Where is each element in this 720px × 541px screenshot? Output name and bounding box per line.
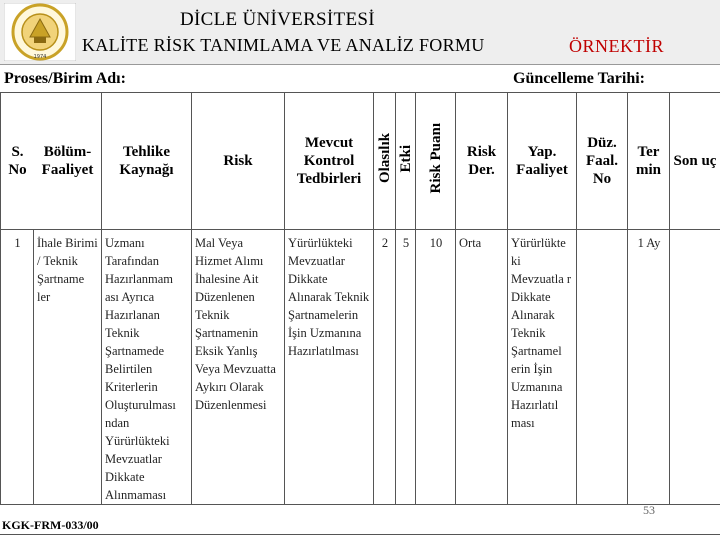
cell-sonuc xyxy=(670,230,720,505)
info-row xyxy=(0,64,720,93)
header-mevcut: Mevcut Kontrol Tedbirleri xyxy=(285,93,374,230)
university-name: DİCLE ÜNİVERSİTESİ xyxy=(180,9,480,31)
cell-risk-puani: 10 xyxy=(416,230,456,505)
form-header xyxy=(0,0,720,65)
cell-tehlike: Uzmanı Tarafından Hazırlanmam ası Ayrıca Hazırlanan Teknik Şartnamede Belirtilen Kriterlerin Oluşturulması ndan Yürürlükteki Mevzuatlar Dikkate Alınmaması xyxy=(102,230,192,505)
header-sno: S. No xyxy=(1,143,34,179)
cell-sno: 1 xyxy=(1,230,34,505)
cell-yap-faaliyet: Yürürlükte ki Mevzuatla r Dikkate Alınarak Teknik Şartnamel erin İşin Uzmanına Hazırlatıl ması xyxy=(508,230,577,505)
header-risk-der: Risk Der. xyxy=(456,93,508,230)
update-date-label: Güncelleme Tarihi: xyxy=(513,70,645,88)
header-tehlike: Tehlike Kaynağı xyxy=(102,93,192,230)
cell-olasilik: 2 xyxy=(374,230,396,505)
header-duz-faal: Düz. Faal. No xyxy=(577,93,628,230)
header-risk: Risk xyxy=(192,93,285,230)
cell-duz-faal xyxy=(577,230,628,505)
header-sno-bolum xyxy=(1,93,102,230)
process-label: Proses/Birim Adı: xyxy=(4,70,126,88)
cell-risk-der: Orta xyxy=(456,230,508,505)
cell-termin: 1 Ay xyxy=(628,230,670,505)
form-code: KGK-FRM-033/00 xyxy=(2,518,99,533)
header-sonuc: Son uç xyxy=(670,93,720,230)
page-number: 53 xyxy=(643,503,655,518)
form-title: KALİTE RİSK TANIMLAMA VE ANALİZ FORMU xyxy=(82,35,552,56)
logo-year: 1974 xyxy=(34,54,47,60)
sample-label: ÖRNEKTİR xyxy=(569,36,664,57)
table-header-row xyxy=(1,93,720,230)
header-bolum: Bölüm-Faaliyet xyxy=(34,143,101,179)
table-row xyxy=(1,230,720,505)
cell-etki: 5 xyxy=(396,230,416,505)
header-termin: Ter min xyxy=(628,93,670,230)
cell-risk: Mal Veya Hizmet Alımı İhalesine Ait Düzenlenen Teknik Şartnamenin Eksik Yanlış Veya Mevzuatta Aykırı Olarak Düzenlenmesi xyxy=(192,230,285,505)
cell-mevcut: Yürürlükteki Mevzuatlar Dikkate Alınarak Teknik Şartnamelerin İşin Uzmanına Hazırlatılması xyxy=(285,230,374,505)
header-yap-faaliyet: Yap. Faaliyet xyxy=(508,93,577,230)
header-etki: Etki xyxy=(396,93,416,230)
cell-bolum: İhale Birimi / Teknik Şartname ler xyxy=(34,230,102,505)
header-risk-puani: Risk Puanı xyxy=(416,93,456,230)
risk-table xyxy=(0,92,720,505)
header-olasilik: Olasılık xyxy=(374,93,396,230)
university-seal-icon xyxy=(4,3,76,61)
